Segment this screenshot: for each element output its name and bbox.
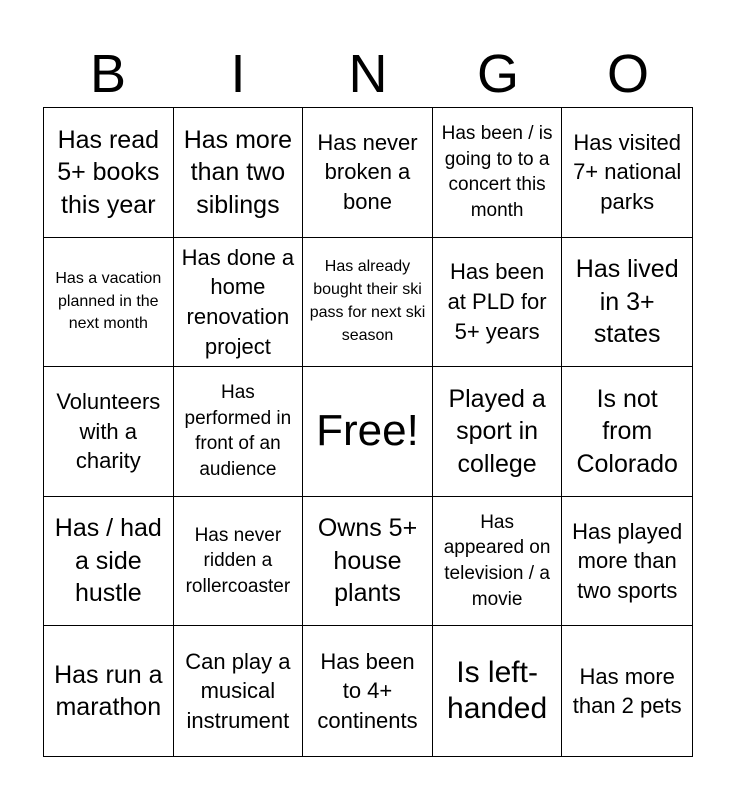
- bingo-cell-label: Can play a musical instrument: [185, 648, 291, 734]
- bingo-cell-label: Has played more than two sports: [572, 518, 683, 603]
- bingo-cell[interactable]: [174, 497, 304, 627]
- header-letter-n: N: [348, 44, 388, 104]
- bingo-cell-label: Has been at PLD for 5+ years: [447, 259, 547, 344]
- bingo-cell-label: Has lived in 3+ states: [575, 255, 679, 349]
- bingo-board: [43, 107, 693, 757]
- bingo-cell[interactable]: [303, 238, 433, 368]
- bingo-cell[interactable]: [562, 108, 692, 238]
- bingo-cell-label: Has a vacation planned in the next month: [55, 269, 162, 333]
- header-letter-o: O: [606, 44, 649, 104]
- bingo-cell-label: Has appeared on television / a movie: [443, 511, 551, 610]
- bingo-cell-label: Has already bought their ski pass for next ski season: [309, 258, 426, 344]
- bingo-cell[interactable]: [562, 367, 692, 497]
- bingo-cell[interactable]: [44, 626, 174, 756]
- bingo-cell[interactable]: [174, 238, 304, 368]
- bingo-cell-label: Has / had a side hustle: [54, 514, 162, 608]
- bingo-cell[interactable]: [44, 497, 174, 627]
- bingo-cell[interactable]: [303, 626, 433, 756]
- bingo-cell-label: Has more than two siblings: [183, 125, 293, 219]
- bingo-header: [43, 44, 693, 104]
- bingo-cell[interactable]: [562, 238, 692, 368]
- bingo-cell[interactable]: [44, 367, 174, 497]
- bingo-cell-label: Has run a marathon: [54, 660, 163, 722]
- bingo-cell[interactable]: [433, 367, 563, 497]
- bingo-cell[interactable]: [433, 238, 563, 368]
- bingo-cell-label: Has been / is going to to a concert this month: [441, 123, 553, 221]
- bingo-cell-label: Played a sport in college: [448, 384, 546, 478]
- free-space[interactable]: [303, 367, 433, 497]
- bingo-cell-label: Has read 5+ books this year: [57, 125, 160, 219]
- bingo-cell[interactable]: [433, 497, 563, 627]
- bingo-cell[interactable]: [433, 626, 563, 756]
- bingo-cell[interactable]: [174, 367, 304, 497]
- bingo-cell-label: Has done a home renovation project: [181, 244, 295, 359]
- bingo-cell[interactable]: [44, 238, 174, 368]
- bingo-cell-label: Is left-handed: [447, 656, 548, 726]
- bingo-cell-label: Has more than 2 pets: [572, 663, 682, 719]
- header-letter-g: G: [476, 44, 519, 104]
- bingo-cell-label: Volunteers with a charity: [56, 388, 161, 474]
- bingo-cell[interactable]: [303, 497, 433, 627]
- bingo-cell[interactable]: [562, 497, 692, 627]
- header-letter-i: I: [230, 44, 246, 104]
- bingo-cell-label: Has never ridden a rollercoaster: [185, 524, 291, 597]
- free-space-label: Free!: [316, 406, 419, 456]
- bingo-cell-label: Is not from Colorado: [576, 384, 678, 478]
- header-letter-b: B: [89, 44, 127, 104]
- bingo-cell[interactable]: [174, 626, 304, 756]
- bingo-cell[interactable]: [562, 626, 692, 756]
- bingo-cell-label: Owns 5+ house plants: [317, 514, 418, 608]
- bingo-cell[interactable]: [174, 108, 304, 238]
- bingo-cell-label: Has been to 4+ continents: [317, 648, 418, 734]
- bingo-cell-label: Has performed in front of an audience: [184, 382, 292, 481]
- bingo-cell[interactable]: [303, 108, 433, 238]
- bingo-cell-label: Has never broken a bone: [317, 129, 418, 215]
- bingo-cell-label: Has visited 7+ national parks: [573, 129, 682, 215]
- bingo-cell[interactable]: [44, 108, 174, 238]
- bingo-cell[interactable]: [433, 108, 563, 238]
